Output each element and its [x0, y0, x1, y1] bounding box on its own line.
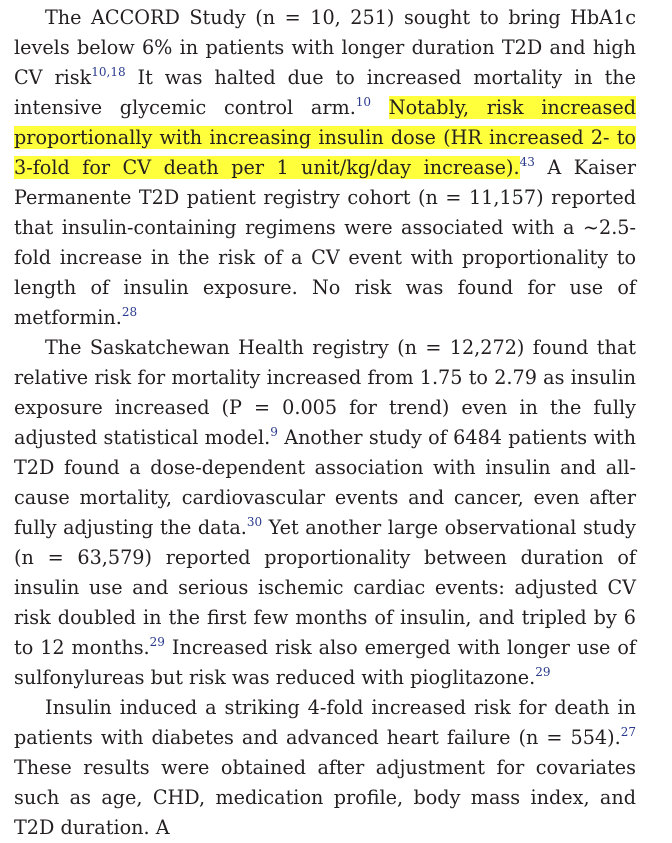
citation-reference[interactable]: 27	[620, 725, 636, 739]
body-text: Insulin induced a striking 4-fold increased risk for death in patients with diabetes and advanced heart failure (n = 554).	[14, 696, 636, 749]
body-text: Another study of 6484 patients with T2D found a dose-dependent association with insulin and all-cause mortality, cardiovascular events and cancer, even after fully adjusting the data.	[14, 426, 636, 539]
citation-reference[interactable]: 10,18	[91, 65, 126, 79]
body-text: The Saskatchewan Health registry (n = 12,272) found that relative risk for mortality increased from 1.75 to 2.79 as insulin exposure increased (P = 0.005 for trend) even in the fully adjusted statistical model.	[14, 336, 636, 449]
body-text: These results were obtained after adjustment for covariates such as age, CHD, medication profile, body mass index, and T2D duration. A	[14, 756, 636, 839]
paragraph-heart-failure	[14, 693, 636, 843]
citation-reference[interactable]: 10	[355, 95, 372, 109]
body-text: The ACCORD Study (n = 10, 251) sought to bring HbA1c levels below 6% in patients with longer duration T2D and high CV risk	[14, 6, 636, 89]
body-text: It was halted due to increased mortality in the intensive glycemic control arm.	[14, 66, 636, 119]
body-text: A Kaiser Permanente T2D patient registry cohort (n = 11,157) reported that insulin-containing regimens were associated with a ~2.5-fold increase in the risk of a CV event with proportionality to length of insulin exposure. No risk was found for use of metformin.	[14, 156, 636, 329]
paragraph-saskatchewan	[14, 333, 636, 693]
body-text: Increased risk also emerged with longer use of sulfonylureas but risk was reduced with pioglitazone.	[14, 636, 636, 689]
highlighted-text: Notably, risk increased proportionally with increasing insulin dose (HR increased 2- to 3-fold for CV death per 1 unit/kg/day increase).	[14, 96, 636, 179]
citation-reference[interactable]: 28	[121, 305, 138, 319]
citation-reference[interactable]: 29	[149, 635, 165, 649]
paragraph-accord	[14, 3, 636, 333]
body-text	[371, 96, 389, 119]
citation-reference[interactable]: 29	[535, 665, 551, 679]
citation-reference[interactable]: 30	[246, 515, 263, 529]
body-text: Yet another large observational study (n = 63,579) reported proportionality between duration of insulin use and serious ischemic cardiac events: adjusted CV risk doubled in the first few months of insulin, and tripled by 6 to 12 months.	[14, 516, 636, 659]
citation-reference[interactable]: 43	[519, 155, 535, 169]
citation-reference[interactable]: 9	[270, 425, 278, 439]
